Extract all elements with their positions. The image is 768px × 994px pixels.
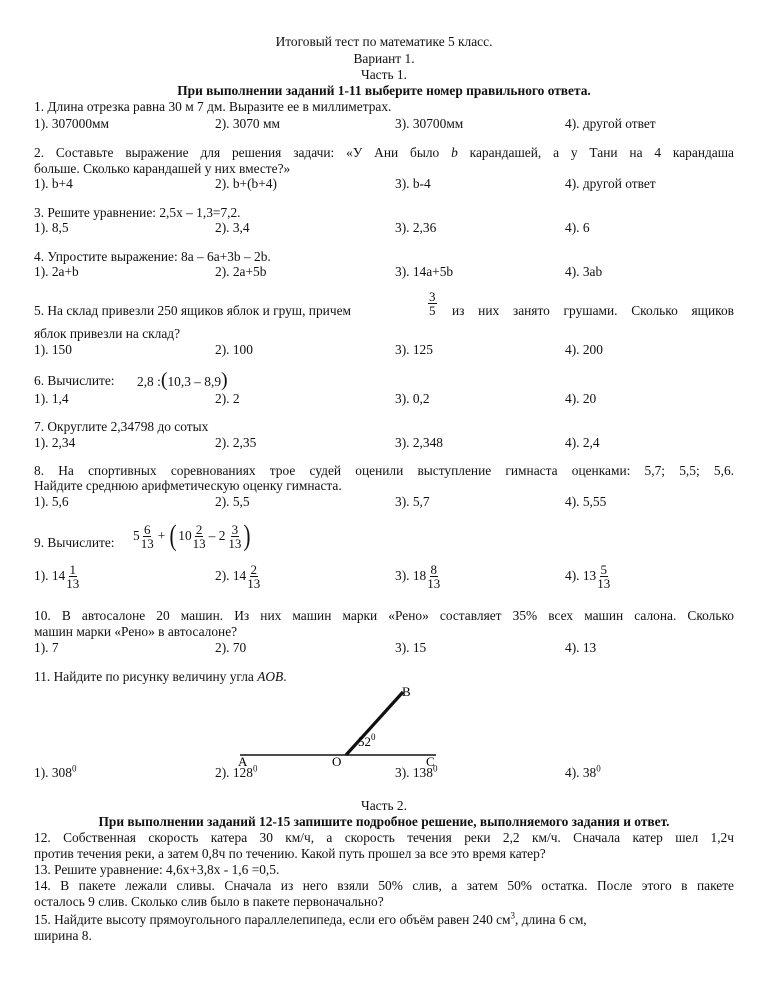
- q10-line1: 10. В автосалоне 20 машин. Из них машин марки «Рено» составляет 35% всех машин салона. Сколько: [34, 608, 734, 623]
- q9-answer-3: 3). 18 8 13: [395, 561, 441, 591]
- q9-plus: +: [157, 528, 166, 543]
- q6-answer-2: 2). 2: [215, 391, 240, 406]
- q11-answer-2: 2). $128^0$: [215, 763, 258, 780]
- q9-answer-1: 1). 14 1 13: [34, 561, 80, 591]
- q3-answer-3: 3). 2,36: [395, 220, 437, 235]
- label-o: O: [332, 754, 342, 769]
- q4-text: 4. Упростите выражение: 8a – 6a+3b – 2b.: [34, 249, 271, 264]
- q6-answer-1: 1). 1,4: [34, 391, 69, 406]
- q12-line1: 12. Собственная скорость катера 30 км/ч, а скорость течения реки 2,2 км/ч. Сначала катер шел 1,2ч: [34, 830, 734, 845]
- q5-line1-a: 5. На склад привезли 250 ящиков яблок и груш, причем: [34, 303, 351, 318]
- q5-answer-3: 3). 125: [395, 342, 433, 357]
- q9-t3-den: 13: [228, 535, 242, 551]
- label-a: A: [238, 754, 248, 769]
- q15-line1: 15. Найдите высоту прямоугольного параллелепипеда, если его объём равен 240 $см^3$, длина 6 см,: [34, 910, 587, 927]
- q10-answer-1: 1). 7: [34, 640, 59, 655]
- q8-line2: Найдите среднюю арифметическую оценку гимнаста.: [34, 478, 342, 493]
- q11-answer-3: 3). $138^0$: [395, 763, 438, 780]
- label-c: C: [426, 754, 435, 769]
- q5-line2: яблок привезли на склад?: [34, 326, 181, 341]
- q2-answer-2: 2). b+(b+4): [215, 176, 277, 191]
- q1-answer-1: 1). 307000мм: [34, 116, 109, 131]
- q3-answer-1: 1). 8,5: [34, 220, 69, 235]
- part2-instructions: При выполнении заданий 12-15 запишите подробное решение, выполняемого задания и ответ.: [98, 814, 670, 829]
- doc-title: Итоговый тест по математике 5 класс.: [275, 34, 493, 49]
- q3-text: 3. Решите уравнение: 2,5x – 1,3=7,2.: [34, 205, 241, 220]
- q10-answer-4: 4). 13: [565, 640, 597, 655]
- q6-answer-3: 3). 0,2: [395, 391, 430, 406]
- q2-line1: 2. Составьте выражение для решения задачи: «У Ани было b карандашей, а у Тани на 4 карандаша: [34, 145, 734, 160]
- q6-expression: 2,8 :(10,3 – 8,9): [137, 369, 228, 391]
- q1-answer-2: 2). 3070 мм: [215, 116, 280, 131]
- part1-instructions: При выполнении заданий 1-11 выберите номер правильного ответа.: [177, 83, 591, 98]
- variant-label: Вариант 1.: [353, 51, 415, 66]
- q7-answer-3: 3). 2,348: [395, 435, 443, 450]
- q5-answer-4: 4). 200: [565, 342, 603, 357]
- q2-line2: больше. Сколько карандашей у них вместе?»: [34, 161, 291, 176]
- q6-answer-4: 4). 20: [565, 391, 597, 406]
- q9-minus: – 2: [208, 528, 226, 543]
- q11-answer-4: 4). $38^0$: [565, 763, 601, 780]
- q5-answer-2: 2). 100: [215, 342, 253, 357]
- q6-expr-b: 10,3 – 8,9: [167, 374, 222, 389]
- q7-answer-1: 1). 2,34: [34, 435, 76, 450]
- q4-answer-4: 4). 3ab: [565, 264, 603, 279]
- q9-t2-den: 13: [192, 535, 206, 551]
- q11-answer-1: 1). $308^0$: [34, 763, 77, 780]
- q4-answer-1: 1). 2a+b: [34, 264, 79, 279]
- part2-label: Часть 2.: [361, 798, 407, 813]
- q3-answer-2: 2). 3,4: [215, 220, 250, 235]
- angle-label: $52^0$: [358, 732, 376, 749]
- q9-t1-whole: 5: [133, 528, 140, 543]
- q5-fraction: [428, 290, 437, 317]
- q5-answer-1: 1). 150: [34, 342, 72, 357]
- q8-line1: 8. На спортивных соревнованиях трое судей оценили выступление гимнаста оценками: 5,7; 5,5; 5,6.: [34, 463, 734, 478]
- q9-t1-num: 6: [143, 521, 151, 537]
- q7-answer-4: 4). 2,4: [565, 435, 600, 450]
- q9-t1-den: 13: [140, 535, 154, 551]
- q7-answer-2: 2). 2,35: [215, 435, 257, 450]
- q8-answer-1: 1). 5,6: [34, 494, 69, 509]
- q5-frac-den: 5: [429, 303, 436, 318]
- q10-line2: машин марки «Рено» в автосалоне?: [34, 624, 238, 639]
- q9-t3-num: 3: [231, 521, 239, 537]
- q9-answer-4: 4). 13 5 13: [565, 561, 611, 591]
- q8-answer-2: 2). 5,5: [215, 494, 250, 509]
- q9-t2-whole: 10: [178, 528, 192, 543]
- q5-frac-num: 3: [429, 289, 436, 304]
- q14-line1: 14. В пакете лежали сливы. Сначала из него взяли 50% слив, а затем 50% остатка. После этого в пакете: [34, 878, 734, 893]
- q3-answer-4: 4). 6: [565, 220, 590, 235]
- q6-expr-a: 2,8 :: [137, 374, 161, 389]
- q2-answer-4: 4). другой ответ: [565, 176, 656, 191]
- q4-answer-3: 3). 14a+5b: [395, 264, 454, 279]
- q8-answer-4: 4). 5,55: [565, 494, 607, 509]
- angle-diagram: [228, 680, 448, 770]
- q1-answer-4: 4). другой ответ: [565, 116, 656, 131]
- q5-line1-b: из них занято грушами. Сколько ящиков: [452, 303, 734, 318]
- q10-answer-3: 3). 15: [395, 640, 427, 655]
- q2-answer-3: 3). b-4: [395, 176, 431, 191]
- q13-text: 13. Решите уравнение: 4,6x+3,8x - 1,6 =0,5.: [34, 862, 280, 877]
- q12-line2: против течения реки, а затем 0,8ч по течению. Какой путь прошел за все это время катер?: [34, 846, 546, 861]
- q4-answer-2: 2). 2a+5b: [215, 264, 267, 279]
- q9-text: 9. Вычислите:: [34, 535, 115, 550]
- q1-text: 1. Длина отрезка равна 30 м 7 дм. Выразите ее в миллиметрах.: [34, 99, 392, 114]
- label-b: B: [402, 684, 411, 699]
- part1-label: Часть 1.: [361, 67, 407, 82]
- q11-text: 11. Найдите по рисунку величину угла AOB.: [34, 669, 287, 684]
- q15-line2: ширина 8.: [34, 928, 92, 943]
- q8-answer-3: 3). 5,7: [395, 494, 430, 509]
- q1-answer-3: 3). 30700мм: [395, 116, 464, 131]
- q9-answer-2: 2). 14 2 13: [215, 561, 261, 591]
- q10-answer-2: 2). 70: [215, 640, 247, 655]
- q2-answer-1: 1). b+4: [34, 176, 73, 191]
- q7-text: 7. Округлите 2,34798 до сотых: [34, 419, 209, 434]
- ray-ob: [346, 692, 403, 755]
- q9-expression: 5 $\frac{6}{13}$ + ( 10 $\frac{2}{13}$ – 2 $\frac{3}{13}$ ): [133, 519, 251, 552]
- q6-text: 6. Вычислите:: [34, 373, 115, 388]
- q14-line2: осталось 9 слив. Сколько слив было в пакете первоначально?: [34, 894, 384, 909]
- q9-t2-num: 2: [195, 521, 203, 537]
